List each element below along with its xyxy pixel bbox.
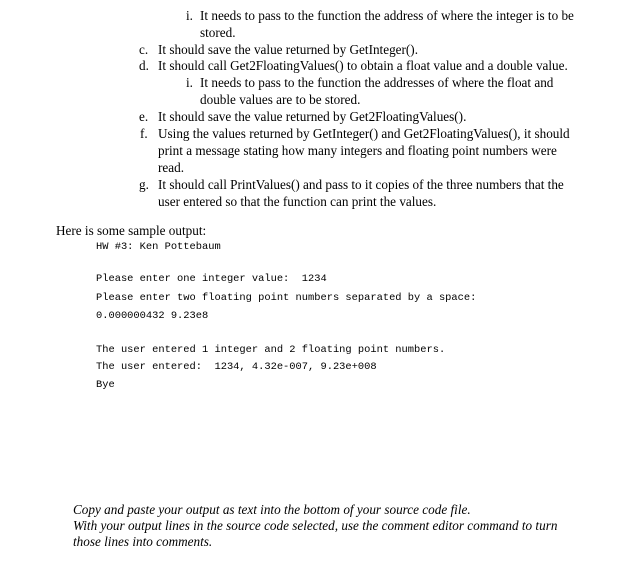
list-item-text: double values are to be stored. <box>200 92 361 107</box>
list-item-text: It should call Get2FloatingValues() to obtain a float value and a double value. <box>158 58 568 73</box>
output-line: The user entered 1 integer and 2 floating point numbers. <box>96 344 446 356</box>
list-item-text: user entered so that the function can print the values. <box>158 194 437 209</box>
list-item-text: It should save the value returned by Get2FloatingValues(). <box>158 109 467 124</box>
output-line: 0.000000432 9.23e8 <box>96 310 209 322</box>
list-marker: i. <box>186 75 193 90</box>
output-line: Bye <box>96 379 115 391</box>
note-line: Copy and paste your output as text into the bottom of your source code file. <box>73 502 471 517</box>
list-item-text: stored. <box>200 25 236 40</box>
list-marker: c. <box>139 42 149 57</box>
list-item-text: It should save the value returned by GetInteger(). <box>158 42 418 57</box>
note-line: With your output lines in the source code selected, use the comment editor command to turn <box>73 518 558 533</box>
note-line: those lines into comments. <box>73 534 213 549</box>
sample-output-heading: Here is some sample output: <box>56 223 207 238</box>
list-item-text: It needs to pass to the function the addresses of where the float and <box>200 75 554 90</box>
output-line: HW #3: Ken Pottebaum <box>96 241 221 253</box>
list-marker: d. <box>139 58 149 73</box>
list-item-text: It needs to pass to the function the address of where the integer is to be <box>200 8 574 23</box>
list-item-text: Using the values returned by GetInteger() and Get2FloatingValues(), it should <box>158 126 570 141</box>
list-marker: i. <box>186 8 193 23</box>
output-line: Please enter one integer value: 1234 <box>96 273 327 285</box>
list-marker: g. <box>139 177 149 192</box>
list-item-text: read. <box>158 160 184 175</box>
list-marker: e. <box>139 109 149 124</box>
output-line: Please enter two floating point numbers separated by a space: <box>96 292 477 304</box>
output-line: The user entered: 1234, 4.32e-007, 9.23e+008 <box>96 361 377 373</box>
list-item-text: print a message stating how many integers and floating point numbers were <box>158 143 557 158</box>
list-item-text: It should call PrintValues() and pass to it copies of the three numbers that the <box>158 177 564 192</box>
list-marker: f. <box>140 126 148 141</box>
